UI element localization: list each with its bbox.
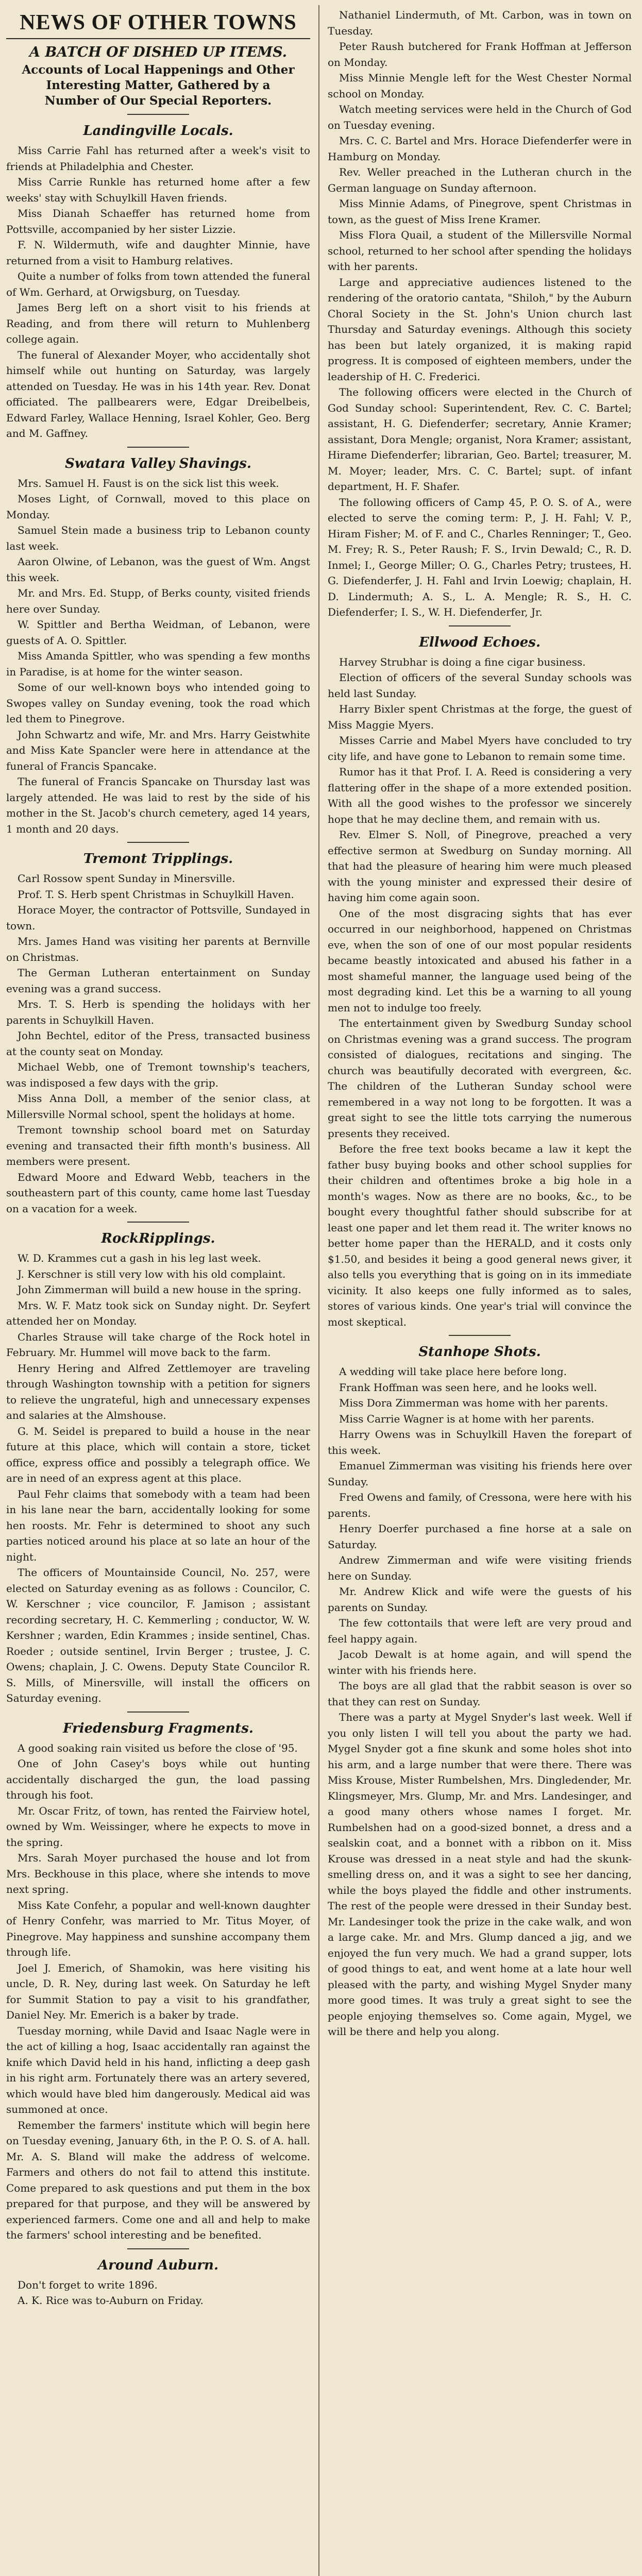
divider [127, 447, 189, 448]
news-item: The officers of Mountainside Council, No. 257, were elected on Saturday evening as as follows : Councilor, C. W. Kerschner ; vice councilor, F. Jamison ; assistant recording secretary, H. C. Kemmerling ; conductor, W. W. Kershner ; warden, Edin Krammes ; inside sentinel, Chas. Roeder ; outside sentinel, Irvin Berger ; trustee, J. C. Owens; chaplain, J. C. Owens. Deputy State Councilor R. S. Mills, of Minersville, will install the officers on Saturday evening. [6, 1566, 310, 1704]
news-item: Paul Fehr claims that somebody with a team had been in his lane near the barn, accidentally looking for some hen roosts. Mr. Fehr is determined to shoot any such parties noticed around his place at so late an hour of the night. [6, 1487, 310, 1563]
headline-deck: A BATCH OF DISHED UP ITEMS. [29, 44, 288, 60]
news-item: The funeral of Alexander Moyer, who accidentally shot himself while out hunting on Saturday, was largely attended on Tuesday. He was in his 14th year. Rev. Donat officiated. The pallbearers were, Edgar Dreibelbeis, Edward Farley, Wallace Henning, Israel Kohler, Geo. Berg and M. Gaffney. [6, 348, 310, 439]
right-sections [328, 7, 632, 2040]
news-item: Quite a number of folks from town attended the funeral of Wm. Gerhard, at Orwigsburg, on Tuesday. [6, 270, 310, 298]
news-item: Miss Carrie Fahl has returned after a week's visit to friends at Philadelphia and Chester. [6, 144, 310, 173]
news-item: Jacob Dewalt is at home again, and will spend the winter with his friends here. [328, 1648, 632, 1676]
news-item: Henry Hering and Alfred Zettlemoyer are traveling through Washington township with a petition for signers to relieve the ungrateful, high and unnecessary expenses and salaries at the Almshouse. [6, 1362, 310, 1421]
news-item: The German Lutheran entertainment on Sunday evening was a grand success. [6, 967, 310, 995]
news-item: Mrs. W. F. Matz took sick on Sunday night. Dr. Seyfert attended her on Monday. [6, 1299, 310, 1327]
news-item: Andrew Zimmerman and wife were visiting friends here on Sunday. [328, 1554, 632, 1582]
news-item: Frank Hoffman was seen here, and he looks well. [339, 1381, 597, 1394]
section-title: Landingville Locals. [83, 123, 233, 139]
news-item: Nathaniel Lindermuth, of Mt. Carbon, was in town on Tuesday. [328, 9, 632, 37]
news-item: Henry Doerfer purchased a fine horse at a sale on Saturday. [328, 1522, 632, 1551]
news-item: Before the free text books became a law it kept the father busy buying books and other school supplies for their children and oftentimes broke a big hole in a month's wages. Now as there are no books, &c., to be bought every thoughtful father should subscribe for at least one paper and let them read it. The writer knows no better home paper than the HERALD, and it costs only $1.50, and besides it being a good general news giver, it also tells you everything that is going on in its immediate vicinity. It also keeps one fully informed as to sales, stores of various kinds. One year's trial will convince the most skeptical. [328, 1143, 632, 1328]
news-section [328, 7, 632, 626]
news-section [328, 1344, 632, 2040]
divider [449, 625, 511, 626]
news-item: James Berg left on a short visit to his friends at Reading, and from there will return to Muhlenberg college again. [6, 301, 310, 345]
news-item: Samuel Stein made a business trip to Lebanon county last week. [6, 524, 310, 552]
section-title: Tremont Tripplings. [83, 851, 233, 867]
news-item: Mrs. T. S. Herb is spending the holidays with her parents in Schuylkill Haven. [6, 998, 310, 1026]
news-item: One of the most disgracing sights that has ever occurred in our neighborhood, happened on Christmas eve, when the son of one of our most popular residents became beastly intoxicated and abused his father in a most shameful manner, the language used being of the most degrading kind. Let this be a warning to all young men not to indulge too freely. [328, 907, 632, 1014]
news-item: Miss Carrie Wagner is at home with her parents. [339, 1412, 595, 1425]
news-item: Don't forget to write 1896. [18, 2278, 158, 2291]
news-item: Rumor has it that Prof. I. A. Reed is considering a very flattering offer in the shape of a more extended position. With all the good wishes to the professor we sincerely hope that he may decline them, and remain with us. [328, 766, 632, 825]
news-item: John Bechtel, editor of the Press, transacted business at the county seat on Monday. [6, 1029, 310, 1058]
news-item: Michael Webb, one of Tremont township's teachers, was indisposed a few days with the grip. [6, 1061, 310, 1089]
divider [127, 1222, 189, 1223]
news-item: Fred Owens and family, of Cressona, were here with his parents. [328, 1491, 632, 1519]
news-item: Miss Flora Quail, a student of the Millersville Normal school, returned to her school after spending the holidays with her parents. [328, 229, 632, 273]
news-item: Carl Rossow spent Sunday in Minersville. [18, 872, 235, 885]
news-item: Rev. Weller preached in the Lutheran church in the German language on Sunday afternoon. [328, 166, 632, 194]
news-item: Misses Carrie and Mabel Myers have concluded to try city life, and have gone to Lebanon to remain some time. [328, 734, 632, 762]
news-item: There was a party at Mygel Snyder's last week. Well if you only listen I will tell you about the party we had. Mygel Snyder got a fine skunk and some holes shot into his arm, and a large number that were there. There was Miss Krouse, Mister Rumbelshen, Mrs. Dingledender, Mr. Klingsmeyer, Mrs. Glump, Mr. and Mrs. Landesinger, and a good many others whose names I forget. Mr. Rumbelshen had on a good-sized bonnet, a dress and a sealskin coat, and a bonnet with a ribbon on it. Miss Krouse was dressed in a neat style and had the skunk-smelling dress on, and it was a sight to see her dancing, while the boys played the fiddle and other instruments. The rest of the people were dressed in their Sunday best. Mr. Landesinger took the prize in the cake walk, and won a large cake. Mr. and Mrs. Glump danced a jig, and we enjoyed the fun very much. We had a grand supper, lots of good things to eat, and went home at a late hour well pleased with the party, and wishing Mygel Snyder many more good times. It was truly a great sight to see the people enjoying themselves so. Come again, Mygel, we will be there and help you along. [328, 1711, 632, 2038]
news-item: Watch meeting services were held in the Church of God on Tuesday evening. [328, 103, 632, 131]
divider [127, 842, 189, 843]
news-item: J. Kerschner is still very low with his old complaint. [18, 1267, 286, 1280]
divider [449, 1335, 511, 1336]
news-item: The entertainment given by Swedburg Sunday school on Christmas evening was a grand success. The program consisted of dialogues, recitations and singing. The church was beautifully decorated with evergreen, &c. The children of the Lutheran Sunday school were remembered in a way not long to be forgotten. It was a great sight to see the little tots carrying the numerous presents they received. [328, 1017, 632, 1140]
section-title: RockRipplings. [101, 1231, 215, 1246]
news-item: The boys are all glad that the rabbit season is over so that they can rest on Sunday. [328, 1680, 632, 1708]
divider [127, 2248, 189, 2249]
news-item: W. D. Krammes cut a gash in his leg last week. [18, 1252, 261, 1264]
news-item: Joel J. Emerich, of Shamokin, was here visiting his uncle, D. R. Ney, during last week. On Saturday he left for Summit Station to pay a visit to his grandfather, Daniel Ney. Mr. Emerich is a baker by trade. [6, 1961, 310, 2021]
section-title: Around Auburn. [97, 2257, 219, 2273]
news-item: Election of officers of the several Sunday schools was held last Sunday. [328, 671, 632, 700]
right-column [328, 7, 632, 2576]
headline-subdeck: Accounts of Local Happenings and Other Interesting Matter, Gathered by a Number of Our Special Reporters. [22, 63, 295, 108]
news-item: Miss Anna Doll, a member of the senior class, at Millersville Normal school, spent the holidays at home. [6, 1092, 310, 1121]
news-item: The funeral of Francis Spancake on Thursday last was largely attended. He was laid to rest by the side of his mother in the St. Jacob's church cemetery, aged 14 years, 1 month and 20 days. [6, 775, 310, 835]
column-divider [318, 5, 319, 2576]
divider [127, 1711, 189, 1713]
news-section [328, 635, 632, 1336]
news-item: Moses Light, of Cornwall, moved to this place on Monday. [6, 493, 310, 521]
news-item: The following officers were elected in the Church of God Sunday school: Superintendent, Rev. C. C. Bartel; assistant, H. G. Diefenderfer; secretary, Annie Kramer; assistant, Dora Mengle; organist, Nora Kramer; assistant, Hirame Diefenderfer; librarian, Geo. Bartel; treasurer, M. M. Moyer; leader, Mrs. C. C. Bartel; supt. of infant department, H. F. Shafer. [328, 386, 632, 493]
news-item: W. Spittler and Bertha Weidman, of Lebanon, were guests of A. O. Spittler. [6, 618, 310, 647]
news-item: Mrs. Sarah Moyer purchased the house and lot from Mrs. Beckhouse in this place, where she intends to move next spring. [6, 1852, 310, 1895]
news-item: Mr. Andrew Klick and wife were the guests of his parents on Sunday. [328, 1585, 632, 1614]
section-title: Ellwood Echoes. [419, 634, 540, 650]
news-item: A wedding will take place here before long. [339, 1365, 567, 1378]
news-item: The few cottontails that were left are very proud and feel happy again. [328, 1617, 632, 1645]
news-item: Harry Bixler spent Christmas at the forge, the guest of Miss Maggie Myers. [328, 703, 632, 731]
section-title: Swatara Valley Shavings. [65, 455, 251, 471]
news-item: The following officers of Camp 45, P. O. S. of A., were elected to serve the coming term: P., J. H. Fahl; V. P., Hiram Fisher; M. of F. and C., Charles Renninger; T., Geo. M. Frey; R. S., Peter Raush; F. S., Irvin Dewald; C., R. D. Inmel; I., George Miller; O. G., Charles Petry; trustees, H. G. Diefenderfer, J. H. Fahl and Irvin Loewig; chaplain, H. D. Lindermuth; A. S., L. A. Mengle; R. S., H. C. Diefenderfer; I. S., W. H. Diefenderfer, Jr. [328, 496, 632, 618]
news-item: Mrs. C. C. Bartel and Mrs. Horace Diefenderfer were in Hamburg on Monday. [328, 134, 632, 163]
news-item: Peter Raush butchered for Frank Hoffman at Jefferson on Monday. [328, 40, 632, 69]
news-item: Edward Moore and Edward Webb, teachers in the southeastern part of this county, came home last Tuesday on a vacation for a week. [6, 1171, 310, 1215]
news-item: Remember the farmers' institute which will begin here on Tuesday evening, January 6th, in the P. O. S. of A. hall. Mr. A. S. Bland will make the address of welcome. Farmers and others do not fail to attend this institute. Come prepared to ask questions and put them in the box prepared for that purpose, and they will be answered by experienced farmers. Come one and all and help to make the farmers' school interesting and be benefited. [6, 2119, 310, 2241]
news-item: Large and appreciative audiences listened to the rendering of the oratorio cantata, "Shiloh," by the Auburn Choral Society in the St. John's Union church last Thursday and Saturday evenings. Although this society has been but lately organized, it is making rapid progress. It is composed of eighteen members, under the leadership of H. C. Frederici. [328, 276, 632, 383]
news-item: Mr. and Mrs. Ed. Stupp, of Berks county, visited friends here over Sunday. [6, 587, 310, 615]
news-item: A good soaking rain visited us before the close of '95. [18, 1741, 298, 1754]
page-headline: NEWS OF OTHER TOWNS [6, 10, 310, 39]
news-item: Tremont township school board met on Saturday evening and transacted their fifth month's business. All members were present. [6, 1124, 310, 1167]
news-item: Miss Minnie Adams, of Pinegrove, spent Christmas in town, as the guest of Miss Irene Kramer. [328, 197, 632, 226]
news-item: Mrs. Samuel H. Faust is on the sick list this week. [18, 477, 279, 489]
news-item: Harvey Strubhar is doing a fine cigar business. [339, 655, 586, 668]
left-sections [6, 123, 310, 2309]
news-item: Prof. T. S. Herb spent Christmas in Schuylkill Haven. [18, 888, 294, 901]
left-column [6, 7, 310, 2576]
news-item: One of John Casey's boys while out hunting accidentally discharged the gun, the load passing through his foot. [6, 1757, 310, 1801]
section-title: Stanhope Shots. [418, 1344, 541, 1360]
news-item: A. K. Rice was to-Auburn on Friday. [18, 2294, 204, 2307]
news-item: Charles Strause will take charge of the Rock hotel in February. Mr. Hummel will move back to the farm. [6, 1330, 310, 1359]
divider [127, 114, 189, 115]
news-item: Tuesday morning, while David and Isaac Nagle were in the act of killing a hog, Isaac accidentally ran against the knife which David held in his hand, inflicting a deep gash in his right arm. Fortunately there was an artery severed, which would have bled him dangerously. Medical aid was summoned at once. [6, 2024, 310, 2115]
news-item: Horace Moyer, the contractor of Pottsville, Sundayed in town. [6, 904, 310, 932]
news-section [6, 123, 310, 448]
news-section [6, 2258, 310, 2309]
section-title: Friedensburg Fragments. [63, 1720, 254, 1736]
news-item: Miss Dianah Schaeffer has returned home from Pottsville, accompanied by her sister Lizzie. [6, 207, 310, 235]
news-item: Miss Dora Zimmerman was home with her parents. [339, 1397, 609, 1409]
news-item: Miss Minnie Mengle left for the West Chester Normal school on Monday. [328, 72, 632, 100]
news-item: Harry Owens was in Schuylkill Haven the forepart of this week. [328, 1428, 632, 1456]
news-item: John Schwartz and wife, Mr. and Mrs. Harry Geistwhite and Miss Kate Spancler were here in attendance at the funeral of Francis Spancake. [6, 728, 310, 772]
news-item: Miss Carrie Runkle has returned home after a few weeks' stay with Schuylkill Haven friends. [6, 176, 310, 204]
news-item: John Zimmerman will build a new house in the spring. [18, 1283, 301, 1296]
news-item: Miss Kate Confehr, a popular and well-known daughter of Henry Confehr, was married to Mr. Titus Moyer, of Pinegrove. May happiness and sunshine accompany them through life. [6, 1899, 310, 1958]
news-item: Mr. Oscar Fritz, of town, has rented the Fairview hotel, owned by Wm. Weissinger, where he expects to move in the spring. [6, 1804, 310, 1849]
news-item: Aaron Olwine, of Lebanon, was the guest of Wm. Angst this week. [6, 555, 310, 584]
news-item: Miss Amanda Spittler, who was spending a few months in Paradise, is at home for the winter season. [6, 650, 310, 678]
news-item: Rev. Elmer S. Noll, of Pinegrove, preached a very effective sermon at Swedburg on Sunday morning. All that had the pleasure of hearing him were much pleased with the young minister and expressed their desire of having him come again soon. [328, 828, 632, 904]
news-section [6, 851, 310, 1223]
news-item: G. M. Seidel is prepared to build a house in the near future at this place, which will contain a store, ticket office, express office and possibly a telegraph office. We are in need of an express agent at this place. [6, 1425, 310, 1484]
news-item: Emanuel Zimmerman was visiting his friends here over Sunday. [328, 1460, 632, 1488]
news-item: Some of our well-known boys who intended going to Swopes valley on Sunday evening, took the road which led them to Pinegrove. [6, 681, 310, 725]
news-section [6, 456, 310, 843]
news-section [6, 1721, 310, 2249]
news-item: F. N. Wildermuth, wife and daughter Minnie, have returned from a visit to Hamburg relatives. [6, 239, 310, 267]
news-item: Mrs. James Hand was visiting her parents at Bernville on Christmas. [6, 935, 310, 963]
news-section [6, 1231, 310, 1713]
